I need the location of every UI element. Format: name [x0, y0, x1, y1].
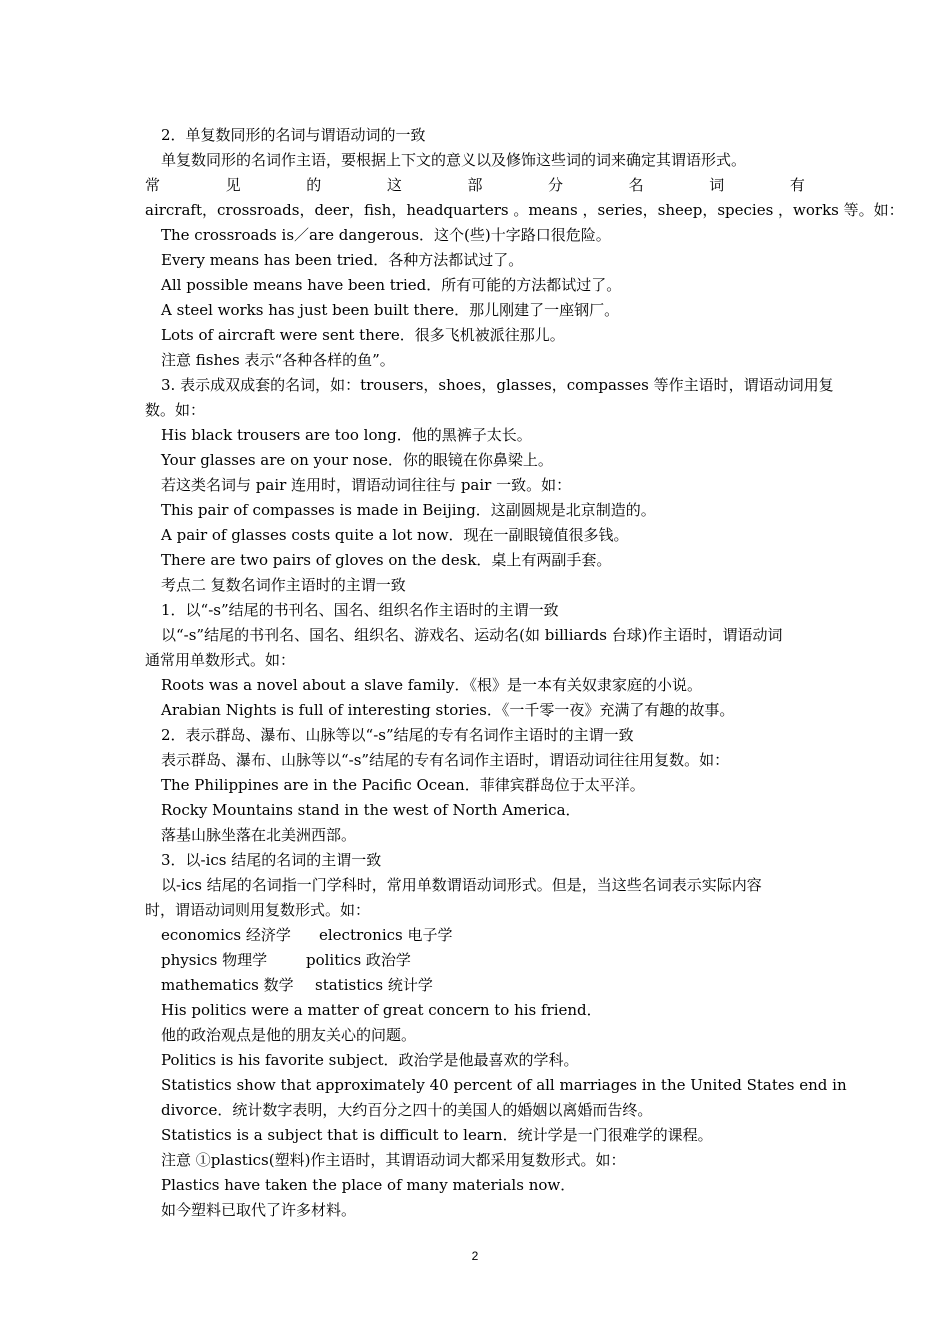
section-heading: 考点二 复数名词作主语时的主谓一致 [161, 576, 406, 594]
page-number: 2 [471, 1249, 479, 1263]
paragraph-line: 通常用单数形式。如： [145, 651, 296, 669]
vocab-term: mathematics 数学 [161, 976, 294, 994]
vocab-term: electronics 电子学 [319, 926, 453, 944]
example-sentence: His politics were a matter of great concern to his friend． [161, 1001, 602, 1019]
paragraph-line: 单复数同形的名词作主语，要根据上下文的意义以及修饰这些词的词来确定其谓语形式。 [161, 151, 747, 169]
example-sentence: The Philippines are in the Pacific Ocean．菲律宾群岛位于太平洋。 [161, 776, 645, 794]
section-heading: 2．表示群岛、瀑布、山脉等以“-s”结尾的专有名词作主语时的主谓一致 [161, 726, 634, 744]
example-sentence: Roots was a novel about a slave family．《根》是一本有关奴隶家庭的小说。 [161, 676, 703, 694]
justified-line [145, 175, 805, 195]
section-heading: 2．单复数同形的名词与谓语动词的一致 [161, 126, 426, 144]
paragraph-line: aircraft，crossroads，deer，fish，headquarters 。means ，series，sheep，species ，works 等。如： [145, 201, 904, 219]
paragraph-line: 以-ics 结尾的名词指一门学科时，常用单数谓语动词形式。但是，当这些名词表示实际内容 [161, 876, 762, 894]
vocab-row [161, 975, 433, 995]
example-sentence: There are two pairs of gloves on the desk．桌上有两副手套。 [161, 551, 612, 569]
note-line: 注意 fishes 表示“各种各样的鱼”。 [161, 351, 395, 369]
example-sentence: The crossroads is／are dangerous．这个(些)十字路口很危险。 [161, 226, 611, 244]
example-sentence: Rocky Mountains stand in the west of North America． [161, 801, 581, 819]
vocab-term: economics 经济学 [161, 926, 291, 944]
word: 常 [145, 176, 161, 194]
word: 词 [709, 176, 725, 194]
paragraph-line: 数。如： [145, 401, 206, 419]
vocab-term: statistics 统计学 [315, 976, 433, 994]
example-sentence: A pair of glasses costs quite a lot now．现在一副眼镜值很多钱。 [161, 526, 629, 544]
paragraph-line: 时，谓语动词则用复数形式。如： [145, 901, 371, 919]
example-sentence: This pair of compasses is made in Beijing．这副圆规是北京制造的。 [161, 501, 656, 519]
word: 见 [225, 176, 241, 194]
example-sentence: A steel works has just been built there．那儿刚建了一座钢厂。 [161, 301, 620, 319]
section-heading: 1．以“-s”结尾的书刊名、国名、组织名作主语时的主谓一致 [161, 601, 559, 619]
word: 名 [628, 176, 644, 194]
word: 的 [306, 176, 322, 194]
example-sentence: Statistics show that approximately 40 percent of all marriages in the United States end in [161, 1076, 847, 1094]
paragraph-line: 若这类名词与 pair 连用时，谓语动词往往与 pair 一致。如： [161, 476, 572, 494]
vocab-term: physics 物理学 [161, 951, 268, 969]
section-heading: 3. 表示成双成套的名词，如：trousers，shoes，glasses，compasses 等作主语时，谓语动词用复 [161, 376, 834, 394]
vocab-row [161, 950, 411, 970]
vocab-term: politics 政治学 [306, 951, 411, 969]
word: 这 [386, 176, 402, 194]
vocab-row [161, 925, 453, 945]
example-sentence: Plastics have taken the place of many materials now． [161, 1176, 576, 1194]
example-sentence: Arabian Nights is full of interesting stories．《一千零一夜》充满了有趣的故事。 [161, 701, 735, 719]
word: 有 [789, 176, 805, 194]
translation-line: 落基山脉坐落在北美洲西部。 [161, 826, 357, 844]
translation-line: 如今塑料已取代了许多材料。 [161, 1201, 357, 1219]
example-sentence: divorce．统计数字表明，大约百分之四十的美国人的婚姻以离婚而告终。 [161, 1101, 653, 1119]
example-sentence: Politics is his favorite subject．政治学是他最喜欢的学科。 [161, 1051, 579, 1069]
example-sentence: His black trousers are too long．他的黑裤子太长。 [161, 426, 532, 444]
word: 部 [467, 176, 483, 194]
paragraph-line: 以“-s”结尾的书刊名、国名、组织名、游戏名、运动名(如 billiards 台球)作主语时，谓语动词 [161, 626, 783, 644]
example-sentence: Every means has been tried．各种方法都试过了。 [161, 251, 524, 269]
example-sentence: Statistics is a subject that is difficult to learn．统计学是一门很难学的课程。 [161, 1126, 713, 1144]
example-sentence: Your glasses are on your nose．你的眼镜在你鼻梁上。 [161, 451, 553, 469]
example-sentence: All possible means have been tried．所有可能的方法都试过了。 [161, 276, 622, 294]
section-heading: 3．以-ics 结尾的名词的主谓一致 [161, 851, 382, 869]
paragraph-line: 表示群岛、瀑布、山脉等以“-s”结尾的专有名词作主语时，谓语动词往往用复数。如： [161, 751, 730, 769]
note-line: 注意 ①plastics(塑料)作主语时，其谓语动词大都采用复数形式。如： [161, 1151, 626, 1169]
example-sentence: Lots of aircraft were sent there．很多飞机被派往那儿。 [161, 326, 565, 344]
translation-line: 他的政治观点是他的朋友关心的问题。 [161, 1026, 417, 1044]
word: 分 [548, 176, 564, 194]
